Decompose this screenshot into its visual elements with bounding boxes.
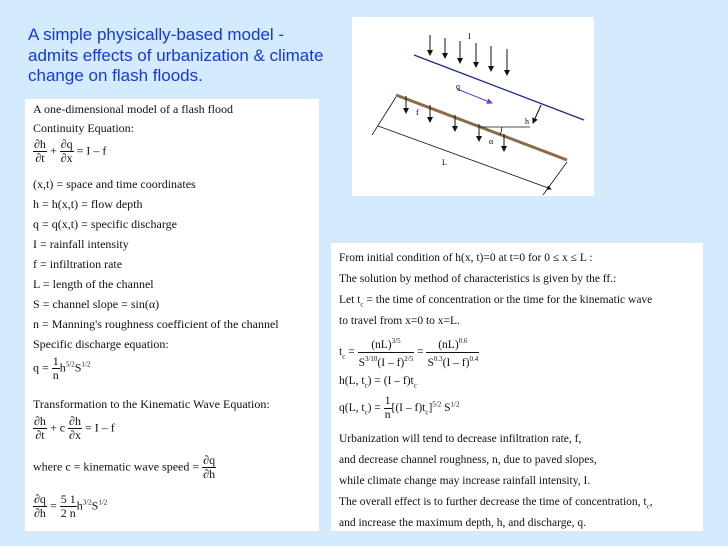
bracket-close: ]: [428, 402, 433, 415]
rainfall-arrows: [430, 35, 507, 75]
tc-definition-cont: to travel from x=0 to x=L.: [339, 315, 460, 327]
discharge-equation: [33, 355, 90, 382]
channel-bed: [396, 95, 567, 160]
extension-line: [543, 162, 567, 195]
subscript: c: [646, 502, 650, 511]
exponent: 3/2: [82, 498, 92, 507]
label-angle: α: [489, 137, 494, 146]
slope-diagram-svg: [352, 17, 594, 196]
frac-den: [426, 353, 479, 370]
extension-line: [372, 97, 396, 135]
left-equation-panel: [25, 99, 319, 531]
subscript: c: [364, 381, 368, 390]
frac-num: ∂h: [34, 414, 46, 428]
kinematic-heading: Transformation to the Kinematic Wave Equation:: [33, 397, 270, 411]
var-s: S: [74, 360, 82, 375]
q-lhs-close: ) =: [367, 402, 381, 415]
frac-den: ∂t: [35, 151, 45, 165]
text-let: Let t: [339, 294, 361, 306]
exponent: 1/2: [81, 360, 91, 369]
urbanization-line-2: and decrease channel roughness, n, due to paved slopes,: [339, 454, 597, 466]
frac-den: ∂h: [34, 506, 46, 520]
nl-term: (nL): [371, 338, 392, 351]
bracket-term: [(I – f)t: [391, 402, 426, 415]
frac-num: ∂q: [203, 453, 216, 467]
wave-speed-equation: [33, 493, 107, 520]
equation-rhs: = I – f: [84, 420, 115, 435]
exponent: 1/2: [98, 498, 108, 507]
max-depth-equation: [339, 374, 417, 392]
climate-change-line: while climate change may increase rainfall intensity, I.: [339, 475, 591, 487]
i-minus-f: (I – f): [442, 356, 470, 369]
wave-speed-text: where c = kinematic wave speed =: [33, 459, 200, 474]
overall-effect-line-2: and increase the maximum depth, h, and discharge, q.: [339, 517, 586, 529]
var-t: t: [339, 345, 343, 358]
comma: ,: [649, 496, 653, 508]
overall-effect-line-1: [339, 495, 653, 513]
subscript: c: [342, 352, 346, 361]
frac-num: 1: [52, 354, 59, 368]
equals-sign: =: [417, 345, 424, 358]
slide-title: A simple physically-based model - admits effects of urbanization & climate change on flash floods.: [28, 25, 324, 85]
exponent: 3/5: [391, 337, 401, 345]
max-discharge-equation: [339, 395, 459, 422]
subscript: c: [360, 300, 364, 309]
continuity-heading: Continuity Equation:: [33, 121, 134, 135]
exponent: 0.3: [433, 354, 443, 363]
def-slope: S = channel slope = sin(α): [33, 297, 160, 311]
h-lhs: h(L, t: [339, 375, 365, 387]
equals-sign: =: [49, 498, 57, 513]
frac-den: [358, 353, 415, 370]
frac-num: [426, 335, 479, 353]
tc-definition: [339, 293, 652, 311]
frac-den: ∂x: [69, 428, 81, 442]
frac-den: ∂x: [60, 151, 73, 165]
initial-condition: From initial condition of h(x, t)=0 at t=0 for 0 ≤ x ≤ L :: [339, 252, 593, 264]
def-infiltration: f = infiltration rate: [33, 257, 123, 271]
frac-num: ∂h: [34, 137, 46, 151]
frac-den: ∂t: [35, 428, 45, 442]
text-tc-def: = the time of concentration or the time for the kinematic wave: [366, 294, 653, 306]
frac-den: ∂h: [203, 467, 216, 481]
nl-term: (nL): [438, 338, 459, 351]
equals-sign: =: [348, 345, 355, 358]
frac-num: 5 1: [60, 492, 76, 506]
solution-intro: The solution by method of characteristics is given by the ff.:: [339, 273, 617, 285]
frac-num: 1: [384, 395, 391, 407]
frac-den: n: [52, 368, 59, 382]
exponent: 0.4: [469, 354, 479, 363]
right-solution-panel: [331, 243, 703, 531]
def-flow-depth: h = h(x,t) = flow depth: [33, 197, 143, 211]
frac-den: 2 n: [60, 506, 76, 520]
var-h: h: [76, 498, 83, 513]
urbanization-line-1: Urbanization will tend to decrease infiltration rate, f,: [339, 433, 582, 445]
var-s: S: [444, 402, 451, 415]
var-s: S: [91, 498, 99, 513]
label-depth: h: [525, 117, 529, 126]
subscript: c: [413, 381, 417, 390]
frac-num: ∂h: [69, 414, 81, 428]
label-rainfall: I: [468, 32, 471, 41]
frac-num: ∂q: [60, 137, 73, 151]
frac-den: n: [384, 409, 391, 421]
exponent: 5/2: [432, 400, 442, 409]
discharge-heading: Specific discharge equation:: [33, 337, 169, 351]
slope-diagram: [352, 17, 594, 196]
frac-num: ∂q: [34, 492, 46, 506]
def-rainfall: I = rainfall intensity: [33, 237, 129, 251]
label-length: L: [442, 158, 447, 167]
kinematic-equation: [33, 415, 115, 442]
var-s: S: [358, 356, 365, 369]
wave-speed-definition: [33, 454, 216, 481]
frac-num: [358, 335, 415, 353]
model-heading: A one-dimensional model of a flash flood: [33, 102, 233, 116]
equation-rhs: = I – f: [76, 143, 107, 158]
var-h: h: [59, 360, 66, 375]
exponent: 2/5: [404, 354, 414, 363]
label-infiltration: f: [416, 108, 419, 117]
def-roughness: n = Manning's roughness coefficient of the channel: [33, 317, 279, 331]
exponent: 1/2: [450, 400, 460, 409]
label-discharge: q: [456, 82, 460, 91]
var-s: S: [427, 356, 434, 369]
q-lhs: q(L, t: [339, 402, 365, 415]
plus-sign: +: [49, 143, 57, 158]
wave-speed-term: + c: [49, 420, 66, 435]
def-coordinates: (x,t) = space and time coordinates: [33, 177, 196, 191]
overall-effect-text: The overall effect is to further decrease the time of concentration, t: [339, 496, 647, 508]
subscript: c: [425, 408, 429, 417]
continuity-equation: [33, 138, 106, 165]
exponent: 3/10: [364, 354, 378, 363]
def-discharge: q = q(x,t) = specific discharge: [33, 217, 177, 231]
def-length: L = length of the channel: [33, 277, 154, 291]
exponent: 0.6: [458, 337, 468, 345]
depth-arrow: [533, 105, 541, 123]
length-dimension: [378, 126, 551, 189]
tc-equation: [339, 335, 479, 370]
exponent: 5/2: [65, 360, 75, 369]
i-minus-f: (I – f): [377, 356, 405, 369]
subscript: c: [364, 408, 368, 417]
flow-arrow: [457, 89, 492, 103]
h-rhs: ) = (I – f)t: [367, 375, 414, 387]
equation-lhs: q =: [33, 360, 49, 375]
